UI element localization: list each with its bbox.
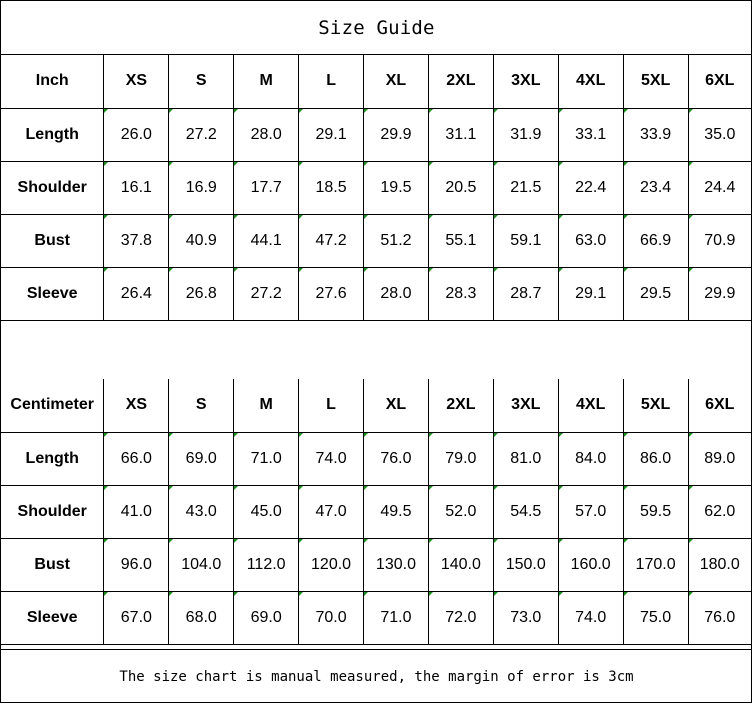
measurement-value: 51.2 <box>364 214 429 267</box>
measurement-value: 29.5 <box>623 267 688 320</box>
measurement-value: 49.5 <box>364 485 429 538</box>
measurement-value: 26.4 <box>104 267 169 320</box>
table-row-sleeve <box>1 267 751 320</box>
measurement-value: 170.0 <box>623 538 688 591</box>
size-header-xl: XL <box>364 55 429 108</box>
measurement-value: 28.0 <box>364 267 429 320</box>
measurement-value: 59.1 <box>493 214 558 267</box>
measurement-value: 18.5 <box>299 161 364 214</box>
table-row-bust <box>1 214 751 267</box>
measurement-value: 74.0 <box>299 432 364 485</box>
table-row-shoulder <box>1 161 751 214</box>
size-header-5xl: 5XL <box>623 55 688 108</box>
size-header-m: M <box>234 55 299 108</box>
measurement-value: 23.4 <box>623 161 688 214</box>
measurement-value: 66.0 <box>104 432 169 485</box>
measurement-value: 160.0 <box>558 538 623 591</box>
size-header-6xl: 6XL <box>688 55 751 108</box>
size-header-3xl: 3XL <box>493 379 558 432</box>
measurement-label: Length <box>1 432 104 485</box>
measurement-value: 21.5 <box>493 161 558 214</box>
measurement-value: 89.0 <box>688 432 751 485</box>
size-header-6xl: 6XL <box>688 379 751 432</box>
measurement-value: 74.0 <box>558 591 623 644</box>
measurement-value: 28.0 <box>234 108 299 161</box>
measurement-value: 59.5 <box>623 485 688 538</box>
measurement-value: 69.0 <box>169 432 234 485</box>
measurement-value: 45.0 <box>234 485 299 538</box>
measurement-value: 35.0 <box>688 108 751 161</box>
size-header-4xl: 4XL <box>558 55 623 108</box>
measurement-value: 86.0 <box>623 432 688 485</box>
measurement-value: 55.1 <box>428 214 493 267</box>
table-separator <box>1 325 752 379</box>
measurement-value: 19.5 <box>364 161 429 214</box>
table-row-shoulder <box>1 485 751 538</box>
measurement-value: 27.2 <box>169 108 234 161</box>
measurement-value: 29.1 <box>299 108 364 161</box>
centimeter-size-table <box>1 379 751 645</box>
measurement-value: 31.9 <box>493 108 558 161</box>
unit-label: Inch <box>1 55 104 108</box>
measurement-value: 54.5 <box>493 485 558 538</box>
measurement-value: 70.9 <box>688 214 751 267</box>
measurement-value: 81.0 <box>493 432 558 485</box>
size-header-2xl: 2XL <box>428 55 493 108</box>
size-header-l: L <box>299 379 364 432</box>
table-row-bust <box>1 538 751 591</box>
measurement-value: 72.0 <box>428 591 493 644</box>
size-header-3xl: 3XL <box>493 55 558 108</box>
size-header-xs: XS <box>104 379 169 432</box>
measurement-value: 47.0 <box>299 485 364 538</box>
measurement-value: 37.8 <box>104 214 169 267</box>
page-title: Size Guide <box>1 1 752 55</box>
measurement-value: 28.3 <box>428 267 493 320</box>
measurement-value: 79.0 <box>428 432 493 485</box>
measurement-value: 62.0 <box>688 485 751 538</box>
measurement-value: 69.0 <box>234 591 299 644</box>
size-header-s: S <box>169 379 234 432</box>
table-row-length <box>1 432 751 485</box>
measurement-value: 130.0 <box>364 538 429 591</box>
measurement-value: 24.4 <box>688 161 751 214</box>
measurement-value: 140.0 <box>428 538 493 591</box>
measurement-value: 17.7 <box>234 161 299 214</box>
measurement-value: 29.1 <box>558 267 623 320</box>
size-header-s: S <box>169 55 234 108</box>
measurement-value: 16.9 <box>169 161 234 214</box>
measurement-value: 112.0 <box>234 538 299 591</box>
measurement-value: 27.6 <box>299 267 364 320</box>
size-header-l: L <box>299 55 364 108</box>
measurement-value: 43.0 <box>169 485 234 538</box>
measurement-value: 29.9 <box>688 267 751 320</box>
measurement-value: 41.0 <box>104 485 169 538</box>
measurement-value: 76.0 <box>364 432 429 485</box>
measurement-value: 96.0 <box>104 538 169 591</box>
measurement-value: 33.1 <box>558 108 623 161</box>
measurement-value: 44.1 <box>234 214 299 267</box>
measurement-value: 67.0 <box>104 591 169 644</box>
measurement-value: 31.1 <box>428 108 493 161</box>
measurement-value: 22.4 <box>558 161 623 214</box>
measurement-value: 71.0 <box>364 591 429 644</box>
table-row-length <box>1 108 751 161</box>
measurement-label: Shoulder <box>1 485 104 538</box>
table-header-row <box>1 379 751 432</box>
table-header-row <box>1 55 751 108</box>
measurement-value: 26.8 <box>169 267 234 320</box>
measurement-label: Length <box>1 108 104 161</box>
measurement-value: 16.1 <box>104 161 169 214</box>
measurement-label: Bust <box>1 214 104 267</box>
size-header-5xl: 5XL <box>623 379 688 432</box>
measurement-value: 47.2 <box>299 214 364 267</box>
measurement-label: Shoulder <box>1 161 104 214</box>
measurement-value: 120.0 <box>299 538 364 591</box>
size-header-4xl: 4XL <box>558 379 623 432</box>
inch-size-table <box>1 55 751 321</box>
measurement-value: 27.2 <box>234 267 299 320</box>
measurement-value: 66.9 <box>623 214 688 267</box>
measurement-value: 73.0 <box>493 591 558 644</box>
measurement-value: 52.0 <box>428 485 493 538</box>
measurement-value: 20.5 <box>428 161 493 214</box>
table-row-sleeve <box>1 591 751 644</box>
measurement-value: 70.0 <box>299 591 364 644</box>
size-header-xs: XS <box>104 55 169 108</box>
measurement-value: 68.0 <box>169 591 234 644</box>
unit-label: Centimeter <box>1 379 104 432</box>
footer-note: The size chart is manual measured, the margin of error is 3cm <box>1 649 752 703</box>
measurement-value: 104.0 <box>169 538 234 591</box>
measurement-value: 28.7 <box>493 267 558 320</box>
measurement-value: 40.9 <box>169 214 234 267</box>
measurement-label: Bust <box>1 538 104 591</box>
size-header-2xl: 2XL <box>428 379 493 432</box>
measurement-value: 26.0 <box>104 108 169 161</box>
measurement-value: 57.0 <box>558 485 623 538</box>
measurement-label: Sleeve <box>1 591 104 644</box>
measurement-label: Sleeve <box>1 267 104 320</box>
measurement-value: 63.0 <box>558 214 623 267</box>
measurement-value: 84.0 <box>558 432 623 485</box>
measurement-value: 75.0 <box>623 591 688 644</box>
measurement-value: 29.9 <box>364 108 429 161</box>
measurement-value: 33.9 <box>623 108 688 161</box>
size-header-m: M <box>234 379 299 432</box>
measurement-value: 150.0 <box>493 538 558 591</box>
measurement-value: 180.0 <box>688 538 751 591</box>
measurement-value: 76.0 <box>688 591 751 644</box>
measurement-value: 71.0 <box>234 432 299 485</box>
size-header-xl: XL <box>364 379 429 432</box>
